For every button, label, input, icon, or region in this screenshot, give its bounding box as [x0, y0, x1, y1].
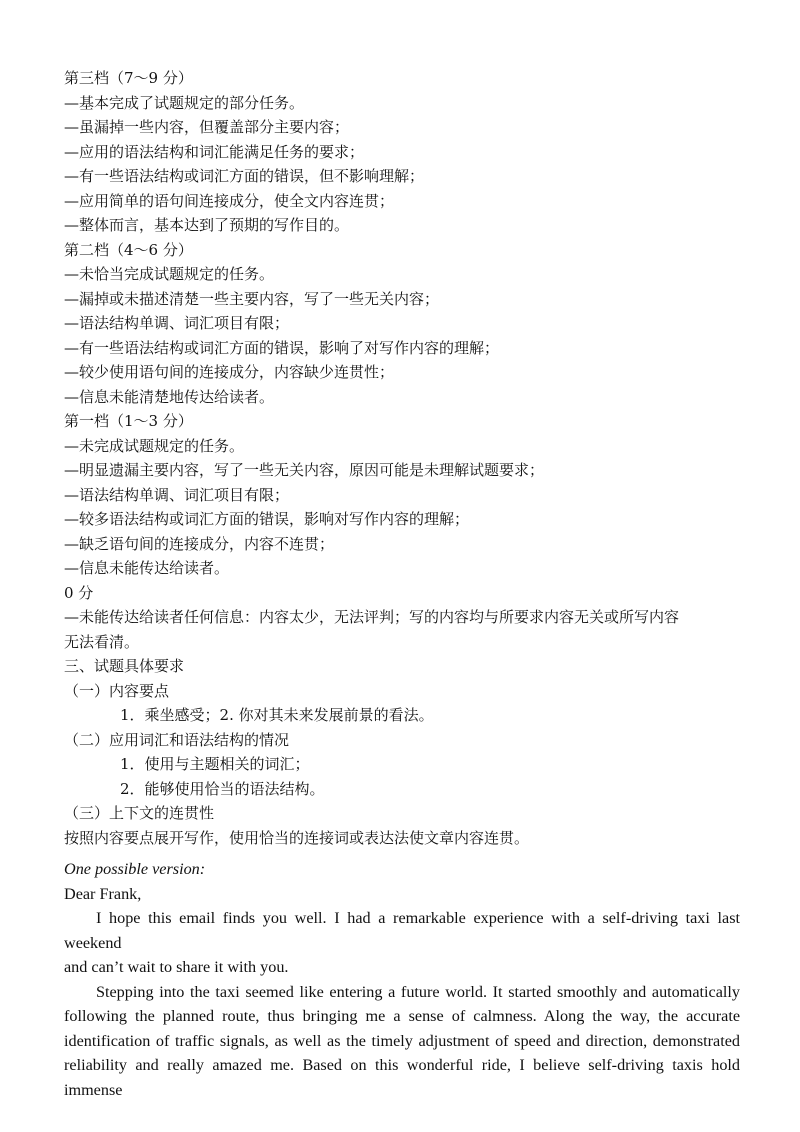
content-points-title: （一）内容要点 [64, 681, 170, 700]
essay-paragraph-2-line: Stepping into the taxi seemed like entering a future world. It started smoothly and automatically [96, 982, 740, 1001]
grading-criteria [64, 66, 744, 850]
essay-paragraph-1-line: and can’t wait to share it with you. [64, 958, 289, 976]
vocab-grammar-item: 1．使用与主题相关的词汇； [120, 755, 310, 773]
grade2-item: —未恰当完成试题规定的任务。 [64, 265, 275, 283]
coherence-text: 按照内容要点展开写作，使用恰当的连接词或表达法使文章内容连贯。 [64, 828, 530, 847]
section3-title: 三、试题具体要求 [64, 657, 185, 675]
grade3-item: —应用简单的语句间连接成分，使全文内容连贯； [64, 191, 395, 210]
grade1-item: —信息未能传达给读者。 [64, 559, 230, 577]
grade1-heading: 第一档（1～3 分） [64, 412, 193, 430]
grade2-item: —信息未能清楚地传达给读者。 [64, 387, 275, 406]
grade0-text: —未能传达给读者任何信息：内容太少，无法评判；写的内容均与所要求内容无关或所写内容 [64, 608, 680, 626]
essay-paragraph-1-line: I hope this email finds you well. I had a remarkable experience with a self-driving taxi last weekend [64, 909, 740, 952]
grade3-item: —有一些语法结构或词汇方面的错误，但不影响理解； [64, 167, 425, 185]
grade3-item: —基本完成了试题规定的部分任务。 [64, 93, 305, 112]
grade3-item: —整体而言，基本达到了预期的写作目的。 [64, 216, 350, 234]
sample-label: One possible version: [64, 860, 206, 878]
letter-greeting: Dear Frank, [64, 884, 142, 903]
grade3-item: —虽漏掉一些内容，但覆盖部分主要内容； [64, 118, 350, 136]
grade1-item: —未完成试题规定的任务。 [64, 436, 245, 455]
grade2-item: —漏掉或未描述清楚一些主要内容，写了一些无关内容； [64, 289, 440, 308]
grade2-item: —有一些语法结构或词汇方面的错误，影响了对写作内容的理解； [64, 338, 500, 357]
grade2-item: —语法结构单调、词汇项目有限； [64, 314, 290, 332]
vocab-grammar-item: 2．能够使用恰当的语法结构。 [120, 779, 325, 798]
grade1-item: —明显遗漏主要内容，写了一些无关内容，原因可能是未理解试题要求； [64, 461, 545, 479]
grade3-item: —应用的语法结构和词汇能满足任务的要求； [64, 142, 365, 161]
grade2-item: —较少使用语句间的连接成分，内容缺少连贯性； [64, 363, 395, 381]
grade1-item: —语法结构单调、词汇项目有限； [64, 485, 290, 504]
grade2-heading: 第二档（4～6 分） [64, 240, 193, 259]
grade0-heading: 0 分 [64, 583, 94, 602]
grade0-text: 无法看清。 [64, 632, 140, 651]
sample-essay [64, 857, 740, 1102]
grade1-item: —缺乏语句间的连接成分，内容不连贯； [64, 534, 335, 553]
grade1-item: —较多语法结构或词汇方面的错误，影响对写作内容的理解； [64, 510, 470, 528]
essay-paragraph-2-line: identification of traffic signals, as well as the timely adjustment of speed and direction, demonstrated [64, 1031, 740, 1050]
essay-paragraph-2-line: following the planned route, thus bringing me a sense of calmness. Along the way, the accurate [64, 1007, 740, 1025]
essay-paragraph-2-line: reliability and really amazed me. Based on this wonderful ride, I believe self-driving taxis hold immense [64, 1056, 740, 1099]
coherence-title: （三）上下文的连贯性 [64, 804, 215, 822]
vocab-grammar-title: （二）应用词汇和语法结构的情况 [64, 730, 290, 749]
grade3-heading: 第三档（7～9 分） [64, 69, 193, 87]
content-points-item: 1．乘坐感受；2. 你对其未来发展前景的看法。 [120, 706, 434, 724]
